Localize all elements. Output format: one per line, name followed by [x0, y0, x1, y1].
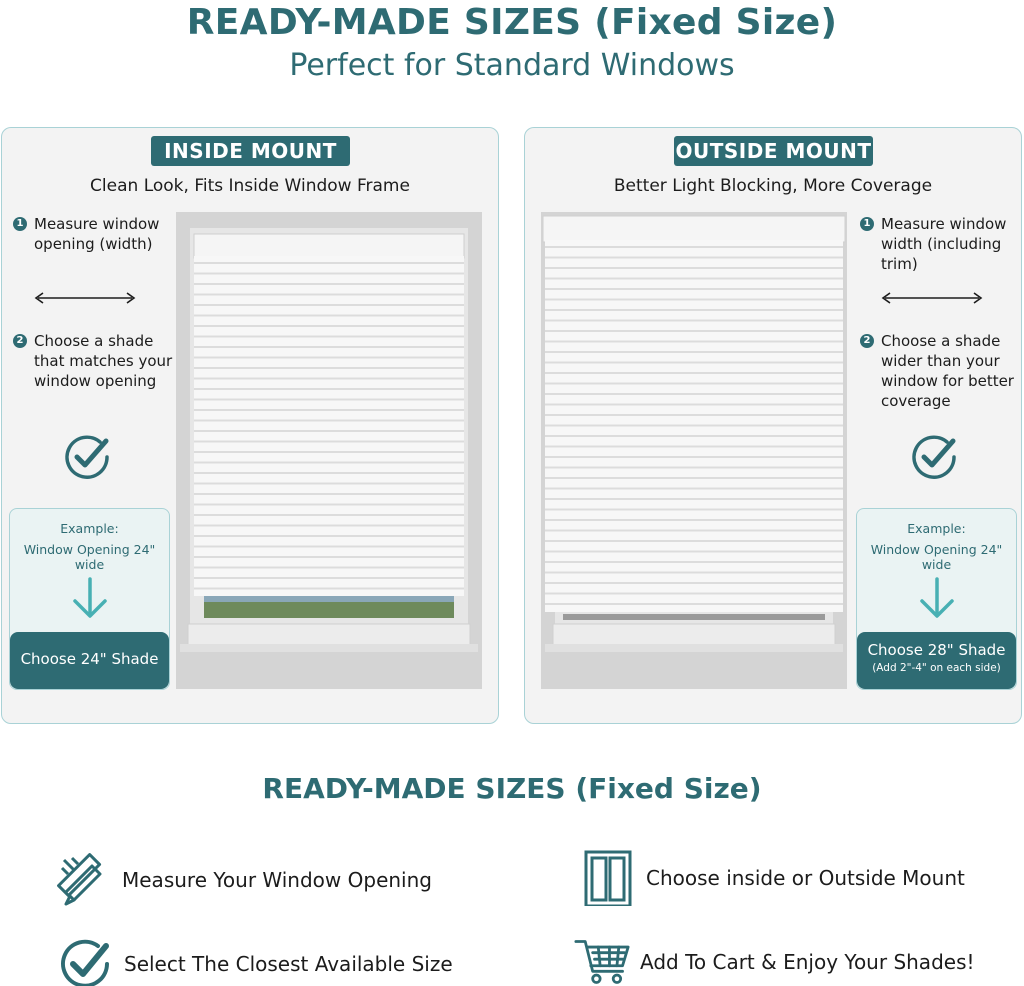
shade-pleat — [194, 535, 464, 537]
feature-select-size-label: Select The Closest Available Size — [124, 952, 453, 976]
double-arrow-icon — [881, 291, 983, 305]
feature-select-size — [58, 936, 453, 986]
inside-step-2-text: Choose a shade that matches your window opening — [34, 332, 173, 390]
shade-pleat — [545, 551, 843, 553]
inside-step-2 — [13, 331, 173, 391]
shade-pleat — [545, 477, 843, 479]
shade-pleat — [194, 346, 464, 348]
steps-section-title: READY-MADE SIZES (Fixed Size) — [262, 772, 762, 805]
shade-pleat — [194, 504, 464, 506]
shade-pleat — [545, 320, 843, 322]
feature-mount — [580, 850, 965, 906]
arrow-down-icon — [70, 577, 110, 621]
inside-example-box — [9, 508, 170, 690]
shade-pleat — [545, 372, 843, 374]
outside-step-1-text: Measure window width (including trim) — [881, 215, 1007, 273]
shade-pleat — [545, 246, 843, 248]
shade-pleat — [194, 388, 464, 390]
choose-28-shade-button[interactable] — [857, 632, 1016, 689]
inside-mount-window-image — [176, 212, 482, 689]
shade-pleat — [545, 593, 843, 595]
shade-pleat — [194, 441, 464, 443]
step-number-icon: 1 — [13, 217, 27, 231]
shade-pleat — [545, 341, 843, 343]
shade-pleat — [545, 561, 843, 563]
shade-pleat — [194, 430, 464, 432]
shade-pleat — [545, 404, 843, 406]
shade-pleat — [194, 367, 464, 369]
ruler-pencil-icon — [56, 852, 112, 908]
feature-add-to-cart — [574, 934, 975, 986]
inside-mount-panel — [1, 127, 499, 724]
feature-add-to-cart-label: Add To Cart & Enjoy Your Shades! — [640, 950, 975, 974]
shade-pleat — [545, 299, 843, 301]
shade-pleat — [545, 351, 843, 353]
page-subtitle: Perfect for Standard Windows — [289, 48, 735, 83]
feature-measure — [56, 852, 432, 908]
step-number-icon: 1 — [860, 217, 874, 231]
shade-pleat — [194, 283, 464, 285]
shade-pleat — [545, 488, 843, 490]
shade-pleat — [194, 325, 464, 327]
outside-mount-panel — [524, 127, 1022, 724]
choose-28-shade-label: Choose 28" Shade — [867, 641, 1006, 659]
shade-pleat — [545, 288, 843, 290]
choose-24-shade-label: Choose 24" Shade — [20, 650, 159, 668]
shade-pleat — [194, 472, 464, 474]
shade-pleat — [545, 530, 843, 532]
outside-mount-window-image — [541, 212, 847, 689]
outside-mount-subtitle: Better Light Blocking, More Coverage — [613, 176, 933, 196]
inside-example-label: Example: — [60, 521, 119, 536]
shade-pleat — [545, 267, 843, 269]
outside-example-box — [856, 508, 1017, 690]
shade-pleat — [545, 257, 843, 259]
shade-pleat — [545, 393, 843, 395]
shade-pleat — [194, 483, 464, 485]
shade-pleat — [194, 262, 464, 264]
shade-pleat — [545, 330, 843, 332]
shade-pleat — [545, 603, 843, 605]
shade-pleat — [194, 315, 464, 317]
step-number-icon: 2 — [860, 334, 874, 348]
shade-pleat — [545, 519, 843, 521]
shade-pleat — [545, 435, 843, 437]
shade-pleat — [194, 378, 464, 380]
outside-example-label: Example: — [907, 521, 966, 536]
outside-shade-illustration — [541, 212, 847, 689]
shade-pleat — [545, 425, 843, 427]
shade-pleat — [545, 383, 843, 385]
shade-pleat — [194, 336, 464, 338]
arrow-down-icon — [917, 577, 957, 621]
step-number-icon: 2 — [13, 334, 27, 348]
shade-pleat — [194, 525, 464, 527]
shopping-cart-icon — [574, 934, 630, 986]
inside-step-1 — [13, 214, 173, 254]
window-icon — [580, 850, 636, 906]
shade-pleat — [194, 567, 464, 569]
shade-pleat — [545, 309, 843, 311]
choose-24-shade-button[interactable] — [10, 632, 169, 689]
outside-step-1 — [860, 214, 1020, 274]
shade-pleat — [194, 493, 464, 495]
shade-pleat — [545, 414, 843, 416]
inside-mount-badge: INSIDE MOUNT — [151, 136, 350, 166]
shade-pleat — [194, 273, 464, 275]
shade-pleat — [545, 540, 843, 542]
shade-pleat — [545, 467, 843, 469]
shade-pleat — [194, 577, 464, 579]
shade-pleat — [545, 362, 843, 364]
inside-example-value: Window Opening 24" wide — [23, 542, 156, 572]
shade-pleat — [194, 451, 464, 453]
shade-pleat — [545, 572, 843, 574]
choose-28-shade-note: (Add 2"-4" on each side) — [872, 662, 1001, 674]
shade-pleat — [194, 514, 464, 516]
shade-pleat — [545, 498, 843, 500]
check-circle-icon — [64, 433, 112, 481]
outside-example-value: Window Opening 24" wide — [870, 542, 1003, 572]
shade-pleat — [545, 278, 843, 280]
shade-pleat — [194, 462, 464, 464]
inside-mount-subtitle: Clean Look, Fits Inside Window Frame — [90, 176, 410, 196]
shade-pleat — [194, 399, 464, 401]
check-circle-icon — [911, 433, 959, 481]
shade-pleat — [545, 446, 843, 448]
feature-mount-label: Choose inside or Outside Mount — [646, 866, 965, 890]
shade-pleat — [194, 409, 464, 411]
outside-mount-badge: OUTSIDE MOUNT — [674, 136, 873, 166]
shade-pleat — [545, 582, 843, 584]
outside-step-2 — [860, 331, 1020, 411]
shade-pleat — [194, 304, 464, 306]
outside-step-2-text: Choose a shade wider than your window for better coverage — [881, 332, 1014, 410]
shade-pleat — [545, 509, 843, 511]
shade-pleat — [194, 357, 464, 359]
shade-pleat — [194, 556, 464, 558]
shade-pleat — [194, 294, 464, 296]
inside-shade-illustration — [176, 212, 482, 689]
inside-step-1-text: Measure window opening (width) — [34, 215, 160, 253]
page-title: READY-MADE SIZES (Fixed Size) — [186, 2, 838, 43]
double-arrow-icon — [34, 291, 136, 305]
check-circle-icon — [58, 936, 114, 986]
shade-pleat — [194, 420, 464, 422]
shade-pleat — [545, 456, 843, 458]
shade-pleat — [194, 546, 464, 548]
shade-pleat — [194, 588, 464, 590]
feature-measure-label: Measure Your Window Opening — [122, 868, 432, 892]
